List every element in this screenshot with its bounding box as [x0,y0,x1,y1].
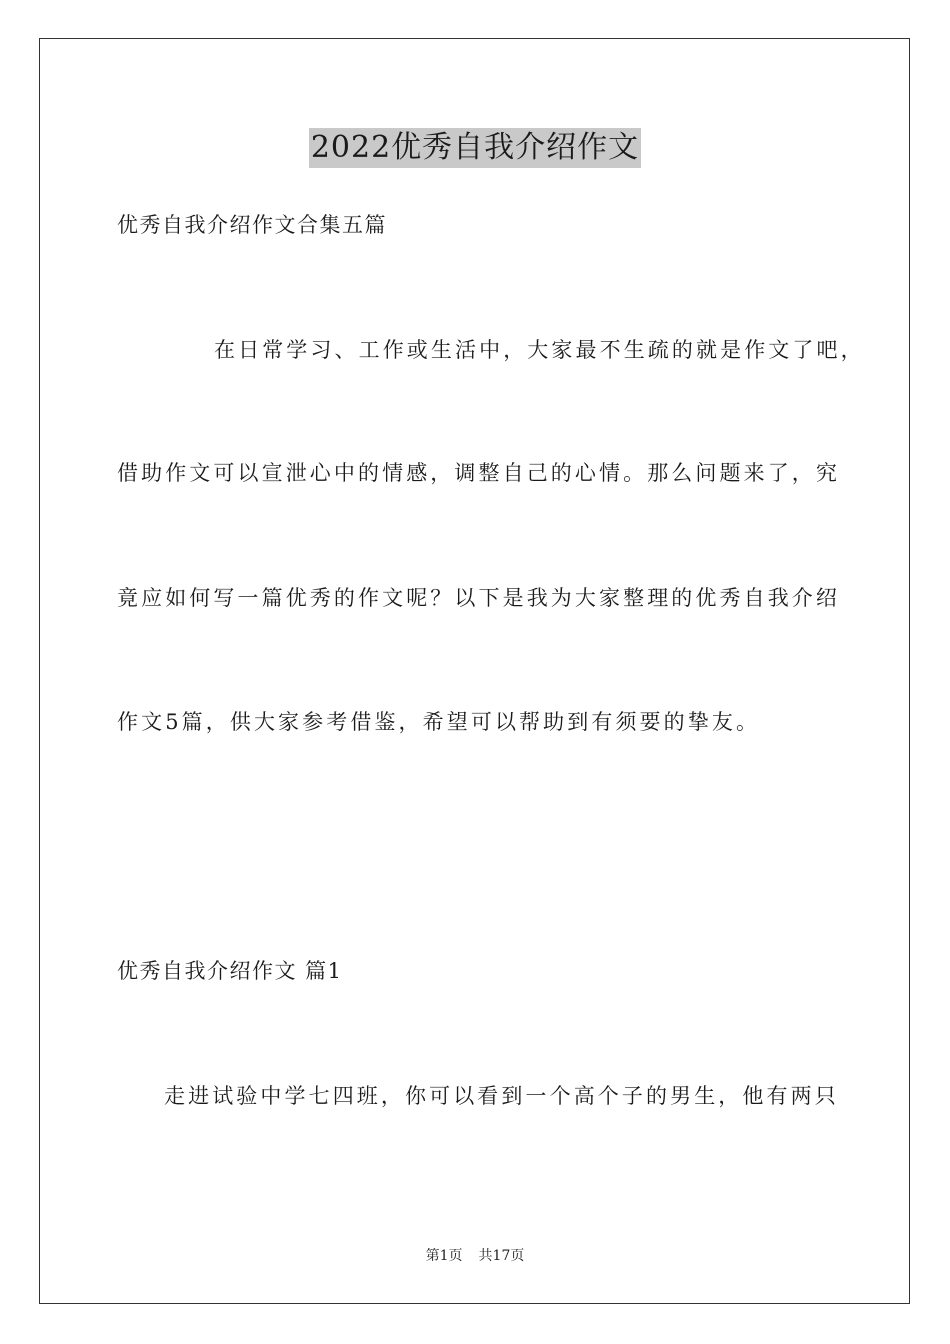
document-title [0,126,950,168]
document-subtitle: 优秀自我介绍作文合集五篇 [117,213,387,237]
intro-line-4: 作文5篇，供大家参考借鉴，希望可以帮助到有须要的挚友。 [117,710,761,734]
intro-line-1: 在日常学习、工作或生活中，大家最不生疏的就是作文了吧， [214,338,865,362]
page-number: 第1页 [425,1248,463,1264]
document-title-text: 2022优秀自我介绍作文 [309,128,641,168]
page-footer [0,1246,950,1266]
section-heading: 优秀自我介绍作文 篇1 [117,959,343,983]
intro-line-2: 借助作文可以宣泄心中的情感，调整自己的心情。那么问题来了，究 [117,461,840,485]
page-total: 共17页 [478,1248,525,1264]
section-line-1: 走进试验中学七四班，你可以看到一个高个子的男生，他有两只 [164,1084,839,1108]
intro-line-3: 竟应如何写一篇优秀的作文呢？以下是我为大家整理的优秀自我介绍 [117,586,840,610]
